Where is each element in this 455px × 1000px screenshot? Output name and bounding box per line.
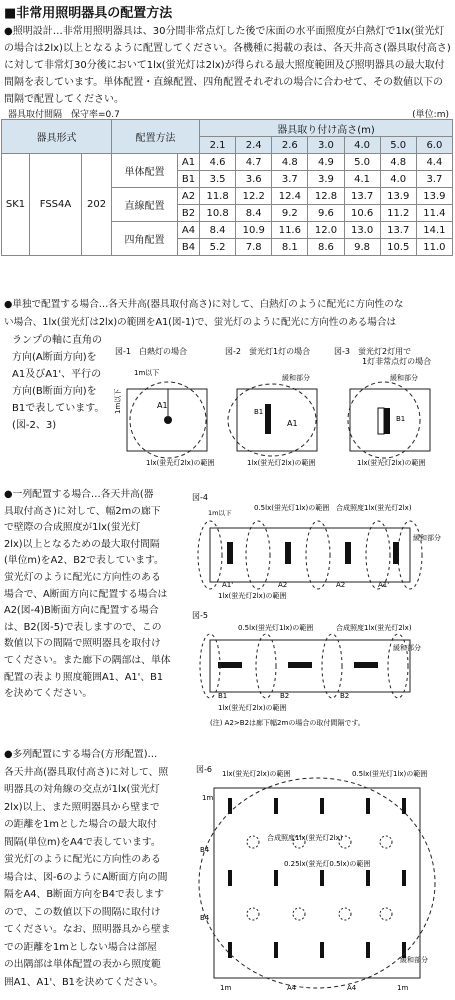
sec2-line: A2(図-4)B断面方向に配置する場合 (4, 605, 159, 617)
sec3-line: 各天井高(器具取付高さ)に対して、照 (4, 766, 169, 778)
fig6-relax: 緩和部分 (400, 956, 428, 964)
fig6-lamp (366, 942, 370, 958)
fig6-cross-point (380, 836, 392, 848)
fig5-range: 1lx(蛍光灯2lx)の範囲 (218, 704, 287, 712)
fig4-range-arc (246, 521, 270, 589)
fig6-room (214, 788, 420, 978)
fig6-lamp (320, 798, 324, 814)
fig4-range-arc (366, 521, 390, 589)
value-cell: 8.1 (272, 239, 308, 256)
fig6-lamp (402, 798, 406, 814)
fig3-range: 1lx(蛍光灯2lx)の範囲 (357, 459, 426, 467)
fig2-b1: B1 (254, 408, 264, 416)
value-cell: 11.8 (200, 188, 236, 205)
value-cell: 10.9 (236, 222, 272, 239)
fig5-lamp (354, 662, 378, 668)
value-cell: 4.6 (200, 154, 236, 171)
height-col-0: 2.1 (200, 137, 236, 154)
sec3-line: 隔をA4、B断面方向をB4で表します (4, 889, 164, 900)
fig6-half: 0.5lx(蛍光灯1lx)の範囲 (352, 770, 428, 778)
fig3-lamp-on (384, 408, 390, 434)
sec3-line: の距離を1mとした場合の最大取付 (4, 819, 157, 830)
fig6-a4-2: A4 (347, 984, 357, 992)
sec1-line: 方向(B断面方向)を (12, 386, 97, 397)
fig1-1m: 1m以下 (134, 369, 160, 377)
sec3-line: 明器具の対角線の交点が1lx(蛍光灯 (4, 784, 160, 795)
fig5-relax: 緩和部分 (393, 644, 421, 652)
fig4-1m: 1m以下 (208, 509, 232, 517)
sec2-line: 2lx)以上となるための最大取付間隔 (4, 538, 160, 550)
sec1-line2: い場合、1lx(蛍光灯は2lx)の範囲をA1(図-1)で、蛍光灯のように配光に方向性のある場合は (4, 317, 397, 328)
fig5-comb: 合成照度1lx(蛍光灯2lx) (336, 624, 412, 632)
fig5-lamp (218, 662, 242, 668)
value-cell: 10.6 (344, 205, 380, 222)
value-cell: 11.2 (380, 205, 416, 222)
value-cell: 3.5 (200, 171, 236, 188)
fig4-relax: 緩和部分 (413, 534, 441, 542)
value-cell: 9.6 (308, 205, 344, 222)
fig4-lamp (227, 542, 233, 564)
fig1-range: 1lx(蛍光灯2lx)の範囲 (146, 459, 215, 467)
fig2-room (237, 389, 317, 451)
fig6-cross-point (380, 908, 392, 920)
sec2-line: は、B2(図-5)で表しますので、この (4, 621, 162, 633)
value-cell: 4.4 (416, 154, 452, 171)
method-cell: 単体配置 (112, 154, 178, 188)
fig2-range: 1lx(蛍光灯2lx)の範囲 (247, 459, 316, 467)
code-cell: A2 (178, 188, 200, 205)
fig4-a1p-2: A1' (378, 581, 390, 589)
fig4-range: 1lx(蛍光灯2lx)の範囲 (218, 592, 287, 600)
value-cell: 10.8 (200, 205, 236, 222)
fig3-lamp-off (378, 408, 384, 434)
sec3-line: てください。なお、照明器具から壁ま (4, 924, 171, 935)
value-cell: 13.9 (380, 188, 416, 205)
value-cell: 9.2 (272, 205, 308, 222)
value-cell: 4.0 (380, 171, 416, 188)
sec2-line: 配置の表より照度範囲A1、A1'、B1 (4, 671, 164, 683)
code-cell: B4 (178, 239, 200, 256)
value-cell: 8.6 (308, 239, 344, 256)
model-cell-2: 202 (82, 154, 112, 256)
fig6-lamp (366, 870, 370, 886)
fig6-lamp (228, 870, 232, 886)
unit-note: (単位:m) (412, 110, 449, 120)
fig4-lamp (285, 542, 291, 564)
sec1-line: B1で表しています。 (12, 403, 105, 414)
fig4-a1p: A1' (222, 581, 234, 589)
fig5-note: (注) A2>B2は廊下幅2mの場合の取付間隔です。 (210, 719, 365, 727)
sec2-line: 具取付高さ)に対して、幅2mの廊下 (4, 505, 161, 517)
value-cell: 3.7 (272, 171, 308, 188)
sec3-line: での距離を1mとしない場合は部屋 (4, 941, 157, 953)
header-heights: 器具取り付け高さ(m) (200, 120, 453, 137)
height-col-4: 4.0 (344, 137, 380, 154)
code-cell: A1 (178, 154, 200, 171)
value-cell: 4.7 (236, 154, 272, 171)
sec3-line: 囲A1、A1'、B1を決めてください。 (4, 976, 164, 988)
value-cell: 4.9 (308, 154, 344, 171)
fig2-range-ellipse (228, 384, 316, 456)
value-cell: 4.1 (344, 171, 380, 188)
fig3-caption-2: 1灯非常点灯の場合 (362, 357, 432, 366)
sec1-line: A1及びA1'、平行の (12, 369, 102, 380)
page-title: ■非常用照明器具の配置方法 (4, 6, 173, 21)
sec2-line: を決めてください。 (4, 688, 93, 700)
fig4-corridor (210, 528, 410, 582)
sec3-line: 2lx)以上、また照明器具から壁まで (4, 801, 160, 813)
sec3-line: 場合は、図-6のようにA断面方向の間 (4, 871, 168, 883)
fig5-half: 0.5lx(蛍光灯1lx)の範囲 (238, 624, 314, 632)
fig3-caption-1: 図-3 蛍光灯2灯用で (334, 347, 412, 356)
fig6-1m-v: 1m (202, 794, 214, 802)
fig5-range-arc (256, 634, 276, 698)
value-cell: 13.7 (344, 188, 380, 205)
value-cell: 3.6 (236, 171, 272, 188)
fig2-a1: A1 (287, 419, 298, 428)
fig6-lamp (320, 942, 324, 958)
fig4-a2-2: A2 (336, 581, 346, 589)
fig6-lamp (366, 798, 370, 814)
fig6-b4-1: B4 (200, 846, 210, 854)
fig6-quarter: 0.25lx(蛍光灯0.5lx)の範囲 (284, 860, 371, 868)
value-cell: 13.7 (380, 222, 416, 239)
sec2-line: で壁際の合成照度が1lx(蛍光灯 (4, 522, 141, 534)
fig4-comb: 合成照度1lx(蛍光灯2lx) (336, 504, 412, 512)
fig2-lamp (265, 404, 271, 434)
sec2-line: 蛍光灯のように配光に方向性のある (4, 571, 161, 583)
fig4-range-arc (306, 521, 330, 589)
header-type: 器具形式 (2, 120, 112, 154)
height-col-1: 2.4 (236, 137, 272, 154)
value-cell: 5.0 (344, 154, 380, 171)
fig6-1m-h2: 1m (397, 984, 409, 992)
value-cell: 9.8 (344, 239, 380, 256)
sec3-line: 蛍光灯のように配光に方向性のある (4, 854, 161, 865)
sec3-body (4, 746, 190, 991)
fig3-relax: 緩和部分 (390, 374, 418, 382)
intro-paragraph: ●照明設計…非常用照明器具は、30分間非常点灯した後で床面の水平面照度が白熱灯で1lx(蛍光灯の場合は2lx)以上となるように配置してください。各機種に掲載の表は、各天井高さ(器具取付高さ)に対して非常灯30分後において1lx(蛍光灯は2lx)が得られる最大照度範囲及び照明器具の最大取付間隔を表しています。単体配置・直線配置、四角配置それぞれの場合に合わせて、その数値以下の間隔で配置してください。 (4, 26, 451, 105)
fig6-lamp (320, 870, 324, 886)
method-cell: 四角配置 (112, 222, 178, 256)
fig6-comb: 合成照度1lx(蛍光灯2lx) (267, 834, 343, 842)
value-cell: 11.0 (416, 239, 452, 256)
fig2-relax: 緩和部分 (282, 374, 310, 382)
value-cell: 4.8 (272, 154, 308, 171)
code-cell: B2 (178, 205, 200, 222)
fig6-cross-point (293, 908, 305, 920)
fig6-cross-point (247, 908, 259, 920)
figures-1-3 (112, 344, 452, 469)
sec1-line: 方向(A断面方向)を (12, 352, 97, 363)
value-cell: 8.4 (236, 205, 272, 222)
fig6-1m-h: 1m (220, 984, 232, 992)
value-cell: 7.8 (236, 239, 272, 256)
value-cell: 4.8 (380, 154, 416, 171)
code-cell: B1 (178, 171, 200, 188)
fig6-cross-point (339, 908, 351, 920)
model-cell-0: SK1 (2, 154, 30, 256)
fig5-lamp (288, 662, 312, 668)
value-cell: 13.0 (344, 222, 380, 239)
fig6-caption: 図-6 (196, 765, 212, 774)
fig4-a2-1: A2 (278, 581, 288, 589)
fig6-lamp (274, 942, 278, 958)
model-cell-1: FSS4A (30, 154, 82, 256)
spacing-table (1, 119, 453, 256)
value-cell: 12.4 (272, 188, 308, 205)
value-cell: 14.1 (416, 222, 452, 239)
fig4-lamp (345, 542, 351, 564)
sec2-line: ●一列配置する場合…各天井高(器 (4, 489, 154, 500)
sec3-line: の出隅部は単体配置の表から照度範 (4, 959, 161, 970)
fig1-1m-v: 1m以下 (114, 388, 122, 414)
sec3-line: ので、この数値以下の間隔に取付け (4, 906, 161, 918)
fig6-lamp (274, 798, 278, 814)
fig5-caption: 図-5 (192, 611, 208, 620)
fig6-a4-1: A4 (287, 984, 297, 992)
figures-4-5 (188, 490, 452, 730)
fig6-cross-point (247, 836, 259, 848)
value-cell: 10.5 (380, 239, 416, 256)
header-method: 配置方法 (112, 120, 200, 154)
fig6-range: 1lx(蛍光灯2lx)の範囲 (222, 770, 291, 778)
sec2-line: 数値以下の間隔で照明器具を取付け (4, 638, 161, 650)
value-cell: 3.9 (308, 171, 344, 188)
value-cell: 3.7 (416, 171, 452, 188)
sec2-line: 場合で、A断面方向に配置する場合は (4, 588, 168, 600)
table-caption: 器具取付間隔 保守率=0.7 (8, 110, 120, 120)
value-cell: 12.0 (308, 222, 344, 239)
sec2-line: (単位m)をA2、B2で表しています。 (4, 555, 164, 567)
sec1-line1: ●単独で配置する場合…各天井高(器具取付高さ)に対して、白熱灯のように配光に方向性のな (4, 299, 404, 310)
sec1-body (12, 332, 112, 434)
fig6-lamp (402, 870, 406, 886)
fig2-caption: 図-2 蛍光灯1灯の場合 (225, 347, 311, 356)
sec1-line: (図-2、3) (12, 420, 57, 431)
height-col-6: 6.0 (416, 137, 452, 154)
value-cell: 11.4 (416, 205, 452, 222)
sec3-line: ●多列配置にする場合(方形配置)… (4, 749, 158, 760)
table-row (2, 154, 453, 171)
sec2-line: てください。また廊下の隅部は、単体 (4, 654, 171, 666)
sec2-body (4, 487, 184, 703)
sec3-line: 間隔(単位m)をA4で表しています。 (4, 836, 161, 848)
fig4-caption: 図-4 (192, 493, 208, 502)
fig6-b4-2: B4 (200, 914, 210, 922)
fig5-range-arc (322, 634, 342, 698)
method-cell: 直線配置 (112, 188, 178, 222)
height-col-2: 2.6 (272, 137, 308, 154)
fig5-b2-1: B2 (280, 692, 290, 700)
fig1-caption: 図-1 白熱灯の場合 (115, 347, 187, 356)
value-cell: 12.2 (236, 188, 272, 205)
fig6-lamp (274, 870, 278, 886)
value-cell: 13.9 (416, 188, 452, 205)
value-cell: 12.8 (308, 188, 344, 205)
sec1-line: ランプの軸に直角の (12, 335, 102, 346)
height-col-3: 3.0 (308, 137, 344, 154)
fig5-b2-2: B2 (340, 692, 350, 700)
value-cell: 11.6 (272, 222, 308, 239)
fig1-a1: A1 (157, 401, 168, 410)
value-cell: 5.2 (200, 239, 236, 256)
fig4-half: 0.5lx(蛍光灯1lx)の範囲 (254, 504, 330, 512)
value-cell: 8.4 (200, 222, 236, 239)
figure-6 (192, 760, 452, 995)
height-col-5: 5.0 (380, 137, 416, 154)
code-cell: A4 (178, 222, 200, 239)
fig5-b1: B1 (218, 692, 228, 700)
fig3-b1: B1 (396, 415, 406, 423)
